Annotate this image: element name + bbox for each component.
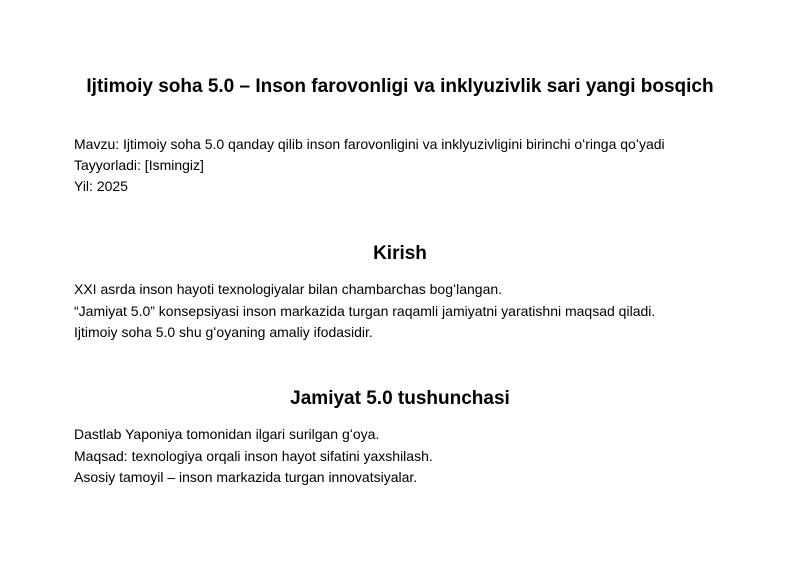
paragraph-line: Ijtimoiy soha 5.0 shu gʻoyaning amaliy ifodasidir. bbox=[74, 324, 373, 340]
section-body-jamiyat bbox=[74, 424, 774, 489]
author-line: Tayyorladi: [Ismingiz] bbox=[74, 157, 204, 173]
paragraph-line: XXI asrda inson hayoti texnologiyalar bilan chambarchas bogʻlangan. bbox=[74, 281, 503, 297]
year-line: Yil: 2025 bbox=[74, 178, 128, 194]
section-heading-kirish: Kirish bbox=[373, 243, 427, 264]
paragraph-line: “Jamiyat 5.0” konsepsiyasi inson markazida turgan raqamli jamiyatni yaratishni maqsad qiladi. bbox=[74, 302, 656, 319]
document-title: Ijtimoiy soha 5.0 – Inson farovonligi va inklyuzivlik sari yangi bosqich bbox=[86, 76, 714, 97]
topic-line: Mavzu: Ijtimoiy soha 5.0 qanday qilib inson farovonligini va inklyuzivligini birinchi oʻringa qoʻyadi bbox=[74, 136, 665, 152]
paragraph-line: Asosiy tamoyil – inson markazida turgan innovatsiyalar. bbox=[74, 469, 418, 485]
paragraph-line: Dastlab Yaponiya tomonidan ilgari surilgan gʻoya. bbox=[74, 426, 380, 442]
paragraph-line: Maqsad: texnologiya orqali inson hayot sifatini yaxshilash. bbox=[74, 447, 433, 464]
document-meta bbox=[74, 134, 774, 197]
section-heading-jamiyat: Jamiyat 5.0 tushunchasi bbox=[290, 388, 510, 409]
section-body-kirish bbox=[74, 279, 774, 344]
